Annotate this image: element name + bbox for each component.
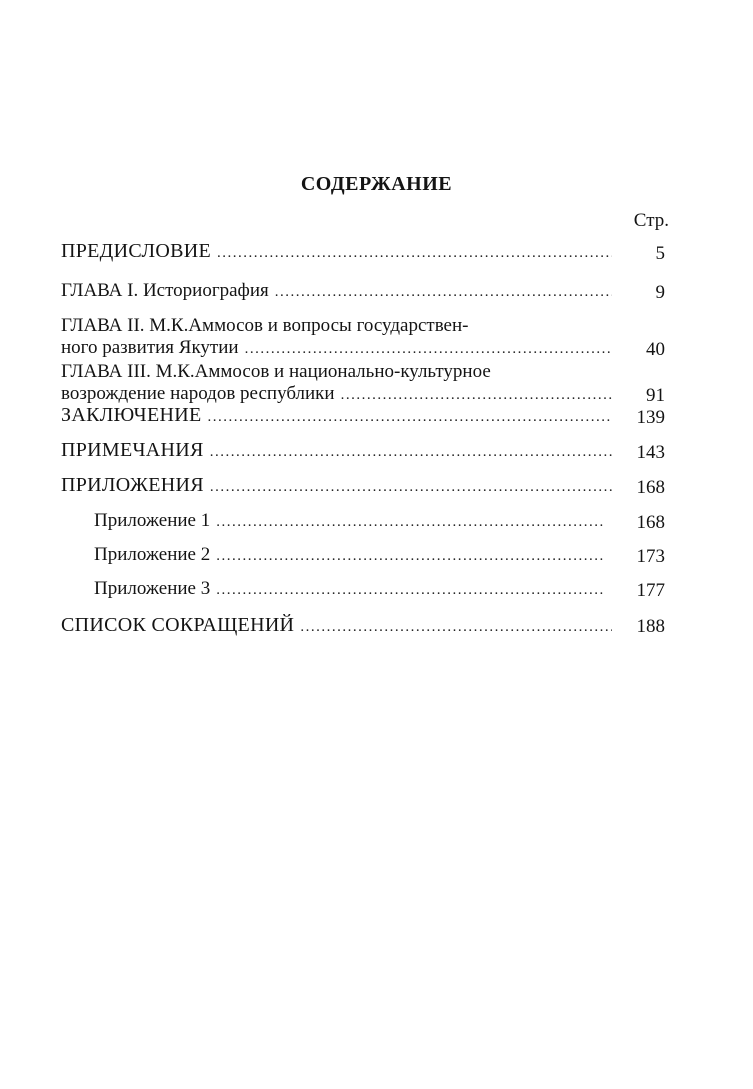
toc-entry-label: ПРЕДИСЛОВИЕ [61,240,212,262]
toc-entry-label-cont: ного развития Якутии [61,337,239,358]
toc-entry-label: Приложение 1 [94,510,211,531]
toc-entry-chapter-3 [61,361,665,405]
toc-entry-conclusion [61,404,665,427]
toc-entry-abbreviations [61,614,665,637]
toc-entry-chapter-1 [61,280,665,302]
dot-leader [300,619,612,636]
dot-leader [210,444,612,461]
dot-leader [216,514,604,531]
toc-entry-label: ГЛАВА I. Историография [61,280,269,301]
dot-leader [216,548,604,565]
toc-entry-label: ЗАКЛЮЧЕНИЕ [61,404,202,426]
toc-entry-label: ПРИМЕЧАНИЯ [61,439,204,461]
toc-entry-label: ГЛАВА II. М.К.Аммосов и вопросы государствен- [61,315,469,336]
toc-entry-chapter-2 [61,315,665,359]
toc-entry-page: 91 [646,385,665,406]
toc-entry-page: 9 [655,282,665,303]
toc-entry-appendices [61,474,665,497]
toc-entry-appendix-2 [94,544,665,566]
toc-entry-page: 139 [636,407,665,428]
page-title: СОДЕРЖАНИЕ [300,173,453,195]
toc-entry-page: 188 [636,616,665,637]
toc-entry-label: Приложение 2 [94,544,211,565]
toc-entry-notes [61,439,665,462]
toc-entry-label: ПРИЛОЖЕНИЯ [61,474,204,496]
toc-entry-page: 177 [636,580,665,601]
toc-entry-appendix-3 [94,578,665,600]
toc-entry-preface [61,240,665,263]
dot-leader [207,409,612,426]
toc-entry-label: СПИСОК СОКРАЩЕНИЙ [61,614,295,636]
dot-leader [217,245,612,262]
toc-entry-page: 40 [646,339,665,360]
dot-leader [210,479,612,496]
toc-entry-page: 5 [655,243,665,264]
toc-entry-page: 173 [636,546,665,567]
toc-entry-label: Приложение 3 [94,578,211,599]
toc-entry-label-cont: возрождение народов республики [61,383,335,404]
dot-leader [341,387,612,404]
page-column-label: Стр. [633,210,669,231]
toc-entry-page: 168 [636,512,665,533]
dot-leader [245,341,612,358]
dot-leader [275,284,612,301]
toc-entry-page: 143 [636,442,665,463]
toc-entry-label: ГЛАВА III. М.К.Аммосов и национально-культурное [61,361,491,382]
toc-entry-page: 168 [636,477,665,498]
toc-entry-appendix-1 [94,510,665,532]
dot-leader [216,582,604,599]
